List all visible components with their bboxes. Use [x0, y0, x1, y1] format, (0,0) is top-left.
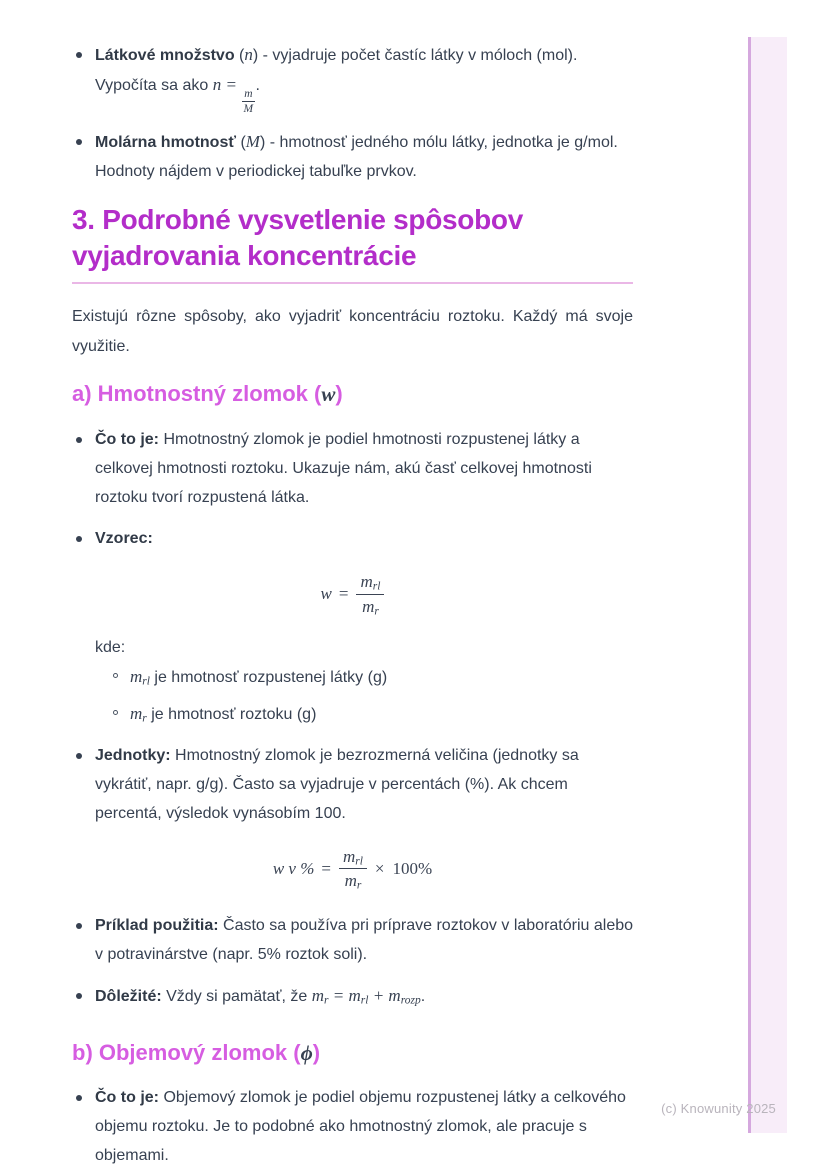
section-a-bullet-list-3	[72, 911, 633, 1011]
fraction	[339, 846, 367, 892]
bullet-dot-icon	[76, 437, 82, 443]
bullet-text	[95, 127, 633, 186]
math-operator: +	[368, 986, 389, 1006]
math-variable: M	[245, 132, 260, 152]
list-item	[72, 1083, 633, 1170]
math-variable: m	[130, 703, 143, 723]
term-label: Príklad použitia:	[95, 917, 219, 935]
math-subscript: rl	[360, 994, 369, 1007]
math-subscript: r	[356, 879, 362, 892]
fraction	[356, 571, 384, 617]
bullet-text	[95, 1083, 633, 1170]
bullet-dot-icon	[76, 1095, 82, 1101]
math-variable: w	[321, 382, 336, 407]
math-variable: m	[362, 596, 375, 616]
text-fragment: Objemový zlomok je podiel objemu rozpustenej látky a celkového objemu roztoku. Je to podobné ako hmotnostný zlomok, ale pracuje s objemami.	[95, 1089, 626, 1165]
text-fragment: .	[255, 77, 260, 94]
math-variable: n	[244, 45, 253, 64]
bullet-dot-icon	[76, 536, 82, 542]
math-subscript: rl	[142, 675, 150, 688]
math-variable: m	[360, 572, 373, 592]
bullet-dot-icon	[76, 139, 82, 145]
equals-sign: =	[338, 584, 349, 604]
kde-label: kde:	[95, 638, 126, 656]
list-item	[72, 40, 633, 115]
multiplication-sign: ×	[374, 858, 385, 878]
math-operator: =	[221, 75, 242, 94]
circle-bullet-icon	[113, 710, 118, 715]
math-variable: m	[348, 986, 361, 1006]
formula-lhs	[273, 859, 315, 879]
bullet-text	[95, 741, 633, 828]
list-item	[72, 981, 633, 1011]
math-subscript: rozp	[400, 994, 421, 1007]
watermark-text: (c) Knowunity 2025	[661, 1101, 776, 1116]
text-fragment: ) - hmotnosť jedného mólu látky, jednotka je g/mol. Hodnoty nájdem v periodickej tabuľke prvkov.	[95, 134, 618, 181]
section-a-bullet-list-2	[72, 741, 633, 828]
text-fragment: Často sa používa pri príprave roztokov v laboratóriu alebo v potravinárstve (napr. 5% roztok soli).	[95, 917, 634, 964]
circle-bullet-icon	[113, 673, 118, 678]
bullet-text	[95, 425, 633, 512]
section-a-title	[72, 378, 633, 410]
bullet-dot-icon	[76, 52, 82, 58]
equals-sign: =	[321, 858, 331, 878]
math-subscript: rl	[355, 855, 363, 868]
title-text: )	[312, 1040, 321, 1066]
term-label: Jednotky:	[95, 746, 171, 764]
text-fragment: je hmotnosť roztoku (g)	[146, 705, 317, 723]
mass-fraction-formula	[72, 571, 633, 617]
fraction-numerator: m	[242, 88, 254, 102]
text-fragment: Hmotnostný zlomok je bezrozmerná veličina (jednotky sa vykrátiť, napr. g/g). Často sa vyjadruje v percentách (%). Ak chcem percentá, výsledok vynásobím 100.	[95, 746, 579, 822]
fraction-denominator	[362, 595, 379, 617]
section-heading: 3. Podrobné vysvetlenie spôsobov vyjadrovania koncentrácie	[72, 204, 523, 272]
bullet-dot-icon	[76, 993, 82, 999]
sublist-item	[95, 699, 633, 729]
math-variable: n	[212, 75, 222, 94]
text-fragment: (	[236, 134, 246, 152]
definition-sublist	[95, 662, 633, 729]
fraction-numerator	[339, 846, 367, 869]
sublist-text	[130, 662, 387, 692]
math-variable: m	[344, 871, 357, 891]
text-fragment: v %	[284, 858, 315, 878]
math-variable: m	[342, 846, 356, 866]
formula-factor: 100%	[392, 858, 433, 878]
list-item	[72, 741, 633, 828]
text-fragment: je hmotnosť rozpustenej látky (g)	[149, 668, 388, 686]
math-operator: =	[328, 986, 349, 1006]
list-item	[72, 425, 633, 512]
bullet-dot-icon	[76, 923, 82, 929]
sublist-text	[130, 699, 316, 729]
list-item	[72, 911, 633, 969]
math-variable: m	[130, 666, 143, 686]
text-fragment: ) - vyjadruje počet častíc látky v móloch (mol). Vypočíta sa ako	[95, 47, 578, 94]
title-text: b) Objemový zlomok (	[72, 1040, 301, 1066]
bullet-text	[95, 981, 425, 1011]
text-fragment: Hmotnostný zlomok je podiel hmotnosti rozpustenej látky a celkovej hmotnosti roztoku. Ukazuje nám, akú časť celkovej hmotnosti roztoku tvorí rozpustená látka.	[95, 431, 592, 507]
math-subscript: r	[374, 605, 379, 618]
section-a-bullet-list	[72, 425, 633, 553]
term-label: Dôležité:	[95, 988, 162, 1006]
sublist-item	[95, 662, 633, 692]
list-item	[72, 524, 633, 553]
term-label: Molárna hmotnosť	[95, 134, 236, 152]
math-subscript: rl	[372, 580, 381, 593]
text-fragment: .	[420, 988, 426, 1006]
fraction-numerator	[356, 571, 384, 594]
fraction-denominator: M	[243, 102, 254, 115]
heading-underline	[72, 282, 633, 284]
math-variable: m	[388, 986, 401, 1006]
bullet-text	[95, 524, 153, 553]
math-subscript: r	[142, 712, 147, 725]
bullet-dot-icon	[76, 753, 82, 759]
section-b-bullet-list	[72, 1083, 633, 1170]
text-fragment: Vždy si pamätať, že	[161, 988, 312, 1006]
term-label: Čo to je:	[95, 431, 159, 449]
term-label: Čo to je:	[95, 1089, 159, 1107]
list-item	[72, 127, 633, 186]
fraction-denominator	[345, 869, 362, 891]
intro-paragraph: Existujú rôzne spôsoby, ako vyjadriť koncentráciu roztoku. Každý má svoje využitie.	[72, 308, 633, 356]
title-text: )	[335, 381, 343, 407]
bullet-text	[95, 40, 633, 115]
math-variable: w	[272, 858, 285, 878]
inline-fraction	[242, 88, 254, 115]
text-fragment: (	[234, 47, 245, 64]
bullet-text	[95, 911, 633, 969]
percent-formula	[72, 846, 633, 892]
formula-lhs: w	[320, 584, 332, 604]
section-b-title	[72, 1037, 633, 1069]
term-label: Látkové množstvo	[95, 47, 235, 64]
intro-bullet-list	[72, 40, 633, 186]
math-subscript: r	[324, 994, 329, 1007]
title-text: a) Hmotnostný zlomok (	[72, 381, 322, 407]
page-edge-stripe	[748, 37, 787, 1133]
term-label: Vzorec:	[95, 530, 153, 548]
math-variable: m	[311, 986, 325, 1006]
content-column	[72, 40, 633, 1170]
math-variable: ϕ	[300, 1041, 313, 1066]
